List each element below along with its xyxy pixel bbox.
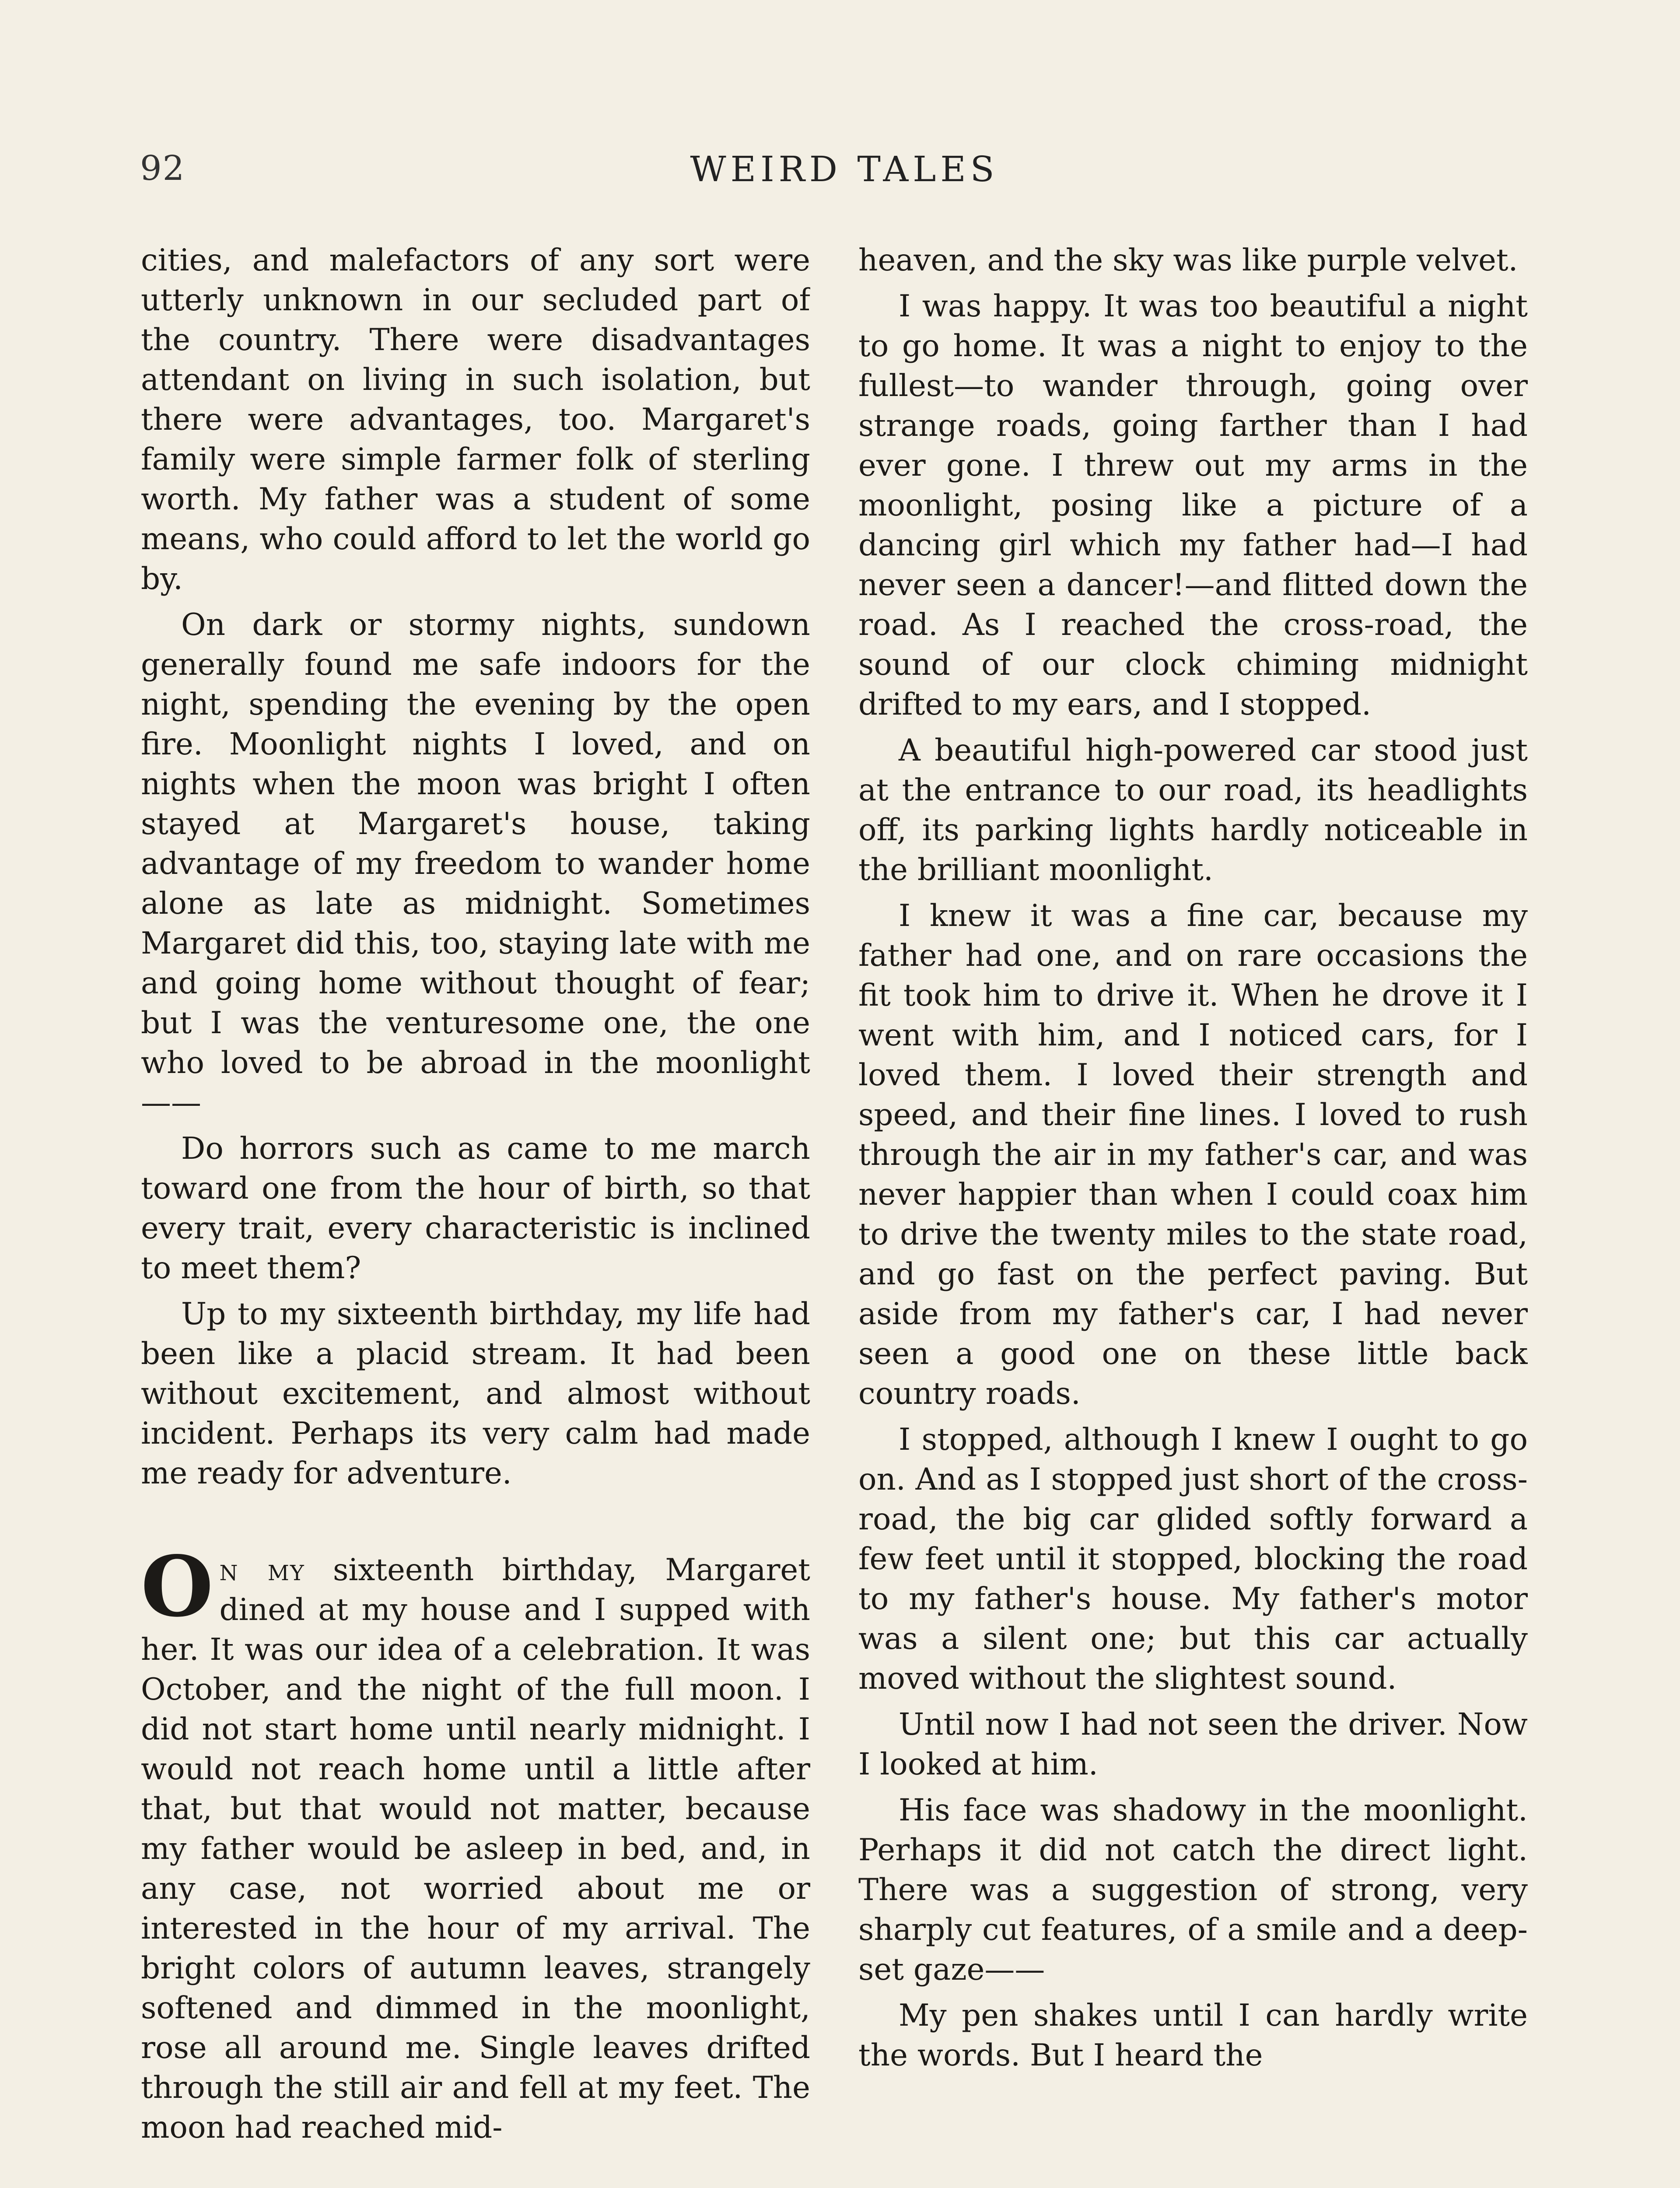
paragraph: I stopped, although I knew I ought to go on. And as I stopped just short of the cross-road, the big car glided softly forward a few feet until it stopped, blocking the road to my father's house. My father's motor was a silent one; but this car actually moved without the slightest sound.: [858, 1422, 1528, 1696]
section-opening-paragraph: [141, 1538, 810, 2148]
section-text: sixteenth birthday, Margaret dined at my house and I supped with her. It was our idea of a celebration. It was October, and the night of the full moon. I did not start home until nearly midnight. I would not reach home until a little after that, but that would not matter, because my father would be asleep in bed, and, in any case, not worried about me or interested in the hour of my arrival. The bright colors of autumn leaves, strangely softened and dimmed in the moonlight, rose all around me. Single leaves drifted through the still air and fell at my feet. The moon had reached mid-: [141, 1553, 810, 2145]
lead-small-caps: n my: [219, 1553, 305, 1588]
paragraph: Do horrors such as came to me march toward one from the hour of birth, so that every trait, every characteristic is inclined to meet them?: [141, 1131, 810, 1286]
paragraph: A beautiful high-powered car stood just at the entrance to our road, its headlights off, its parking lights hardly noticeable in the brilliant moonlight.: [858, 733, 1528, 887]
paragraph: I was happy. It was too beautiful a night to go home. It was a night to enjoy to the fullest—to wander through, going over strange roads, going farther than I had ever gone. I threw out my arms in the moonlight, posing like a picture of a dancing girl which my father had—I had never seen a dancer!—and flitted down the road. As I reached the cross-road, the sound of our clock chiming midnight drifted to my ears, and I stopped.: [858, 289, 1528, 722]
page-number: 92: [140, 149, 186, 188]
paragraph: Until now I had not seen the driver. Now I looked at him.: [858, 1707, 1528, 1782]
paragraph: I knew it was a fine car, because my father had one, and on rare occasions the fit took him to drive it. When he drove it I went with him, and I noticed cars, for I loved them. I loved their strength and speed, and their fine lines. I loved to rush through the air in my father's car, and was never happier than when I could coax him to drive the twenty miles to the state road, and go fast on the perfect paving. But aside from my father's car, I had never seen a good one on these little back country roads.: [858, 898, 1528, 1411]
paragraph: His face was shadowy in the moonlight. Perhaps it did not catch the direct light. There was a suggestion of strong, very sharply cut features, of a smile and a deep-set gaze——: [858, 1793, 1528, 1987]
right-column: [858, 241, 1528, 2188]
left-column: [141, 241, 810, 2188]
paragraph: heaven, and the sky was like purple velvet.: [858, 243, 1518, 278]
paragraph: cities, and malefactors of any sort were utterly unknown in our secluded part of the country. There were disadvantages attendant on living in such isolation, but there were advantages, too. Margaret's family were simple farmer folk of sterling worth. My father was a student of some means, who could afford to let the world go by.: [141, 243, 810, 596]
paragraph: My pen shakes until I can hardly write the words. But I heard the: [858, 1998, 1528, 2073]
page-header: [127, 149, 1562, 206]
drop-cap: O: [141, 1538, 214, 1635]
paragraph: Up to my sixteenth birthday, my life had been like a placid stream. It had been without excitement, and almost without incident. Perhaps its very calm had made me ready for adventure.: [141, 1297, 810, 1491]
paragraph: On dark or stormy nights, sundown generally found me safe indoors for the night, spending the evening by the open fire. Moonlight nights I loved, and on nights when the moon was bright I often stayed at Margaret's house, taking advantage of my freedom to wander home alone as late as midnight. Sometimes Margaret did this, too, staying late with me and going home without thought of fear; but I was the venturesome one, the one who loved to be abroad in the moonlight——: [141, 607, 810, 1120]
running-title: WEIRD TALES: [690, 149, 999, 189]
